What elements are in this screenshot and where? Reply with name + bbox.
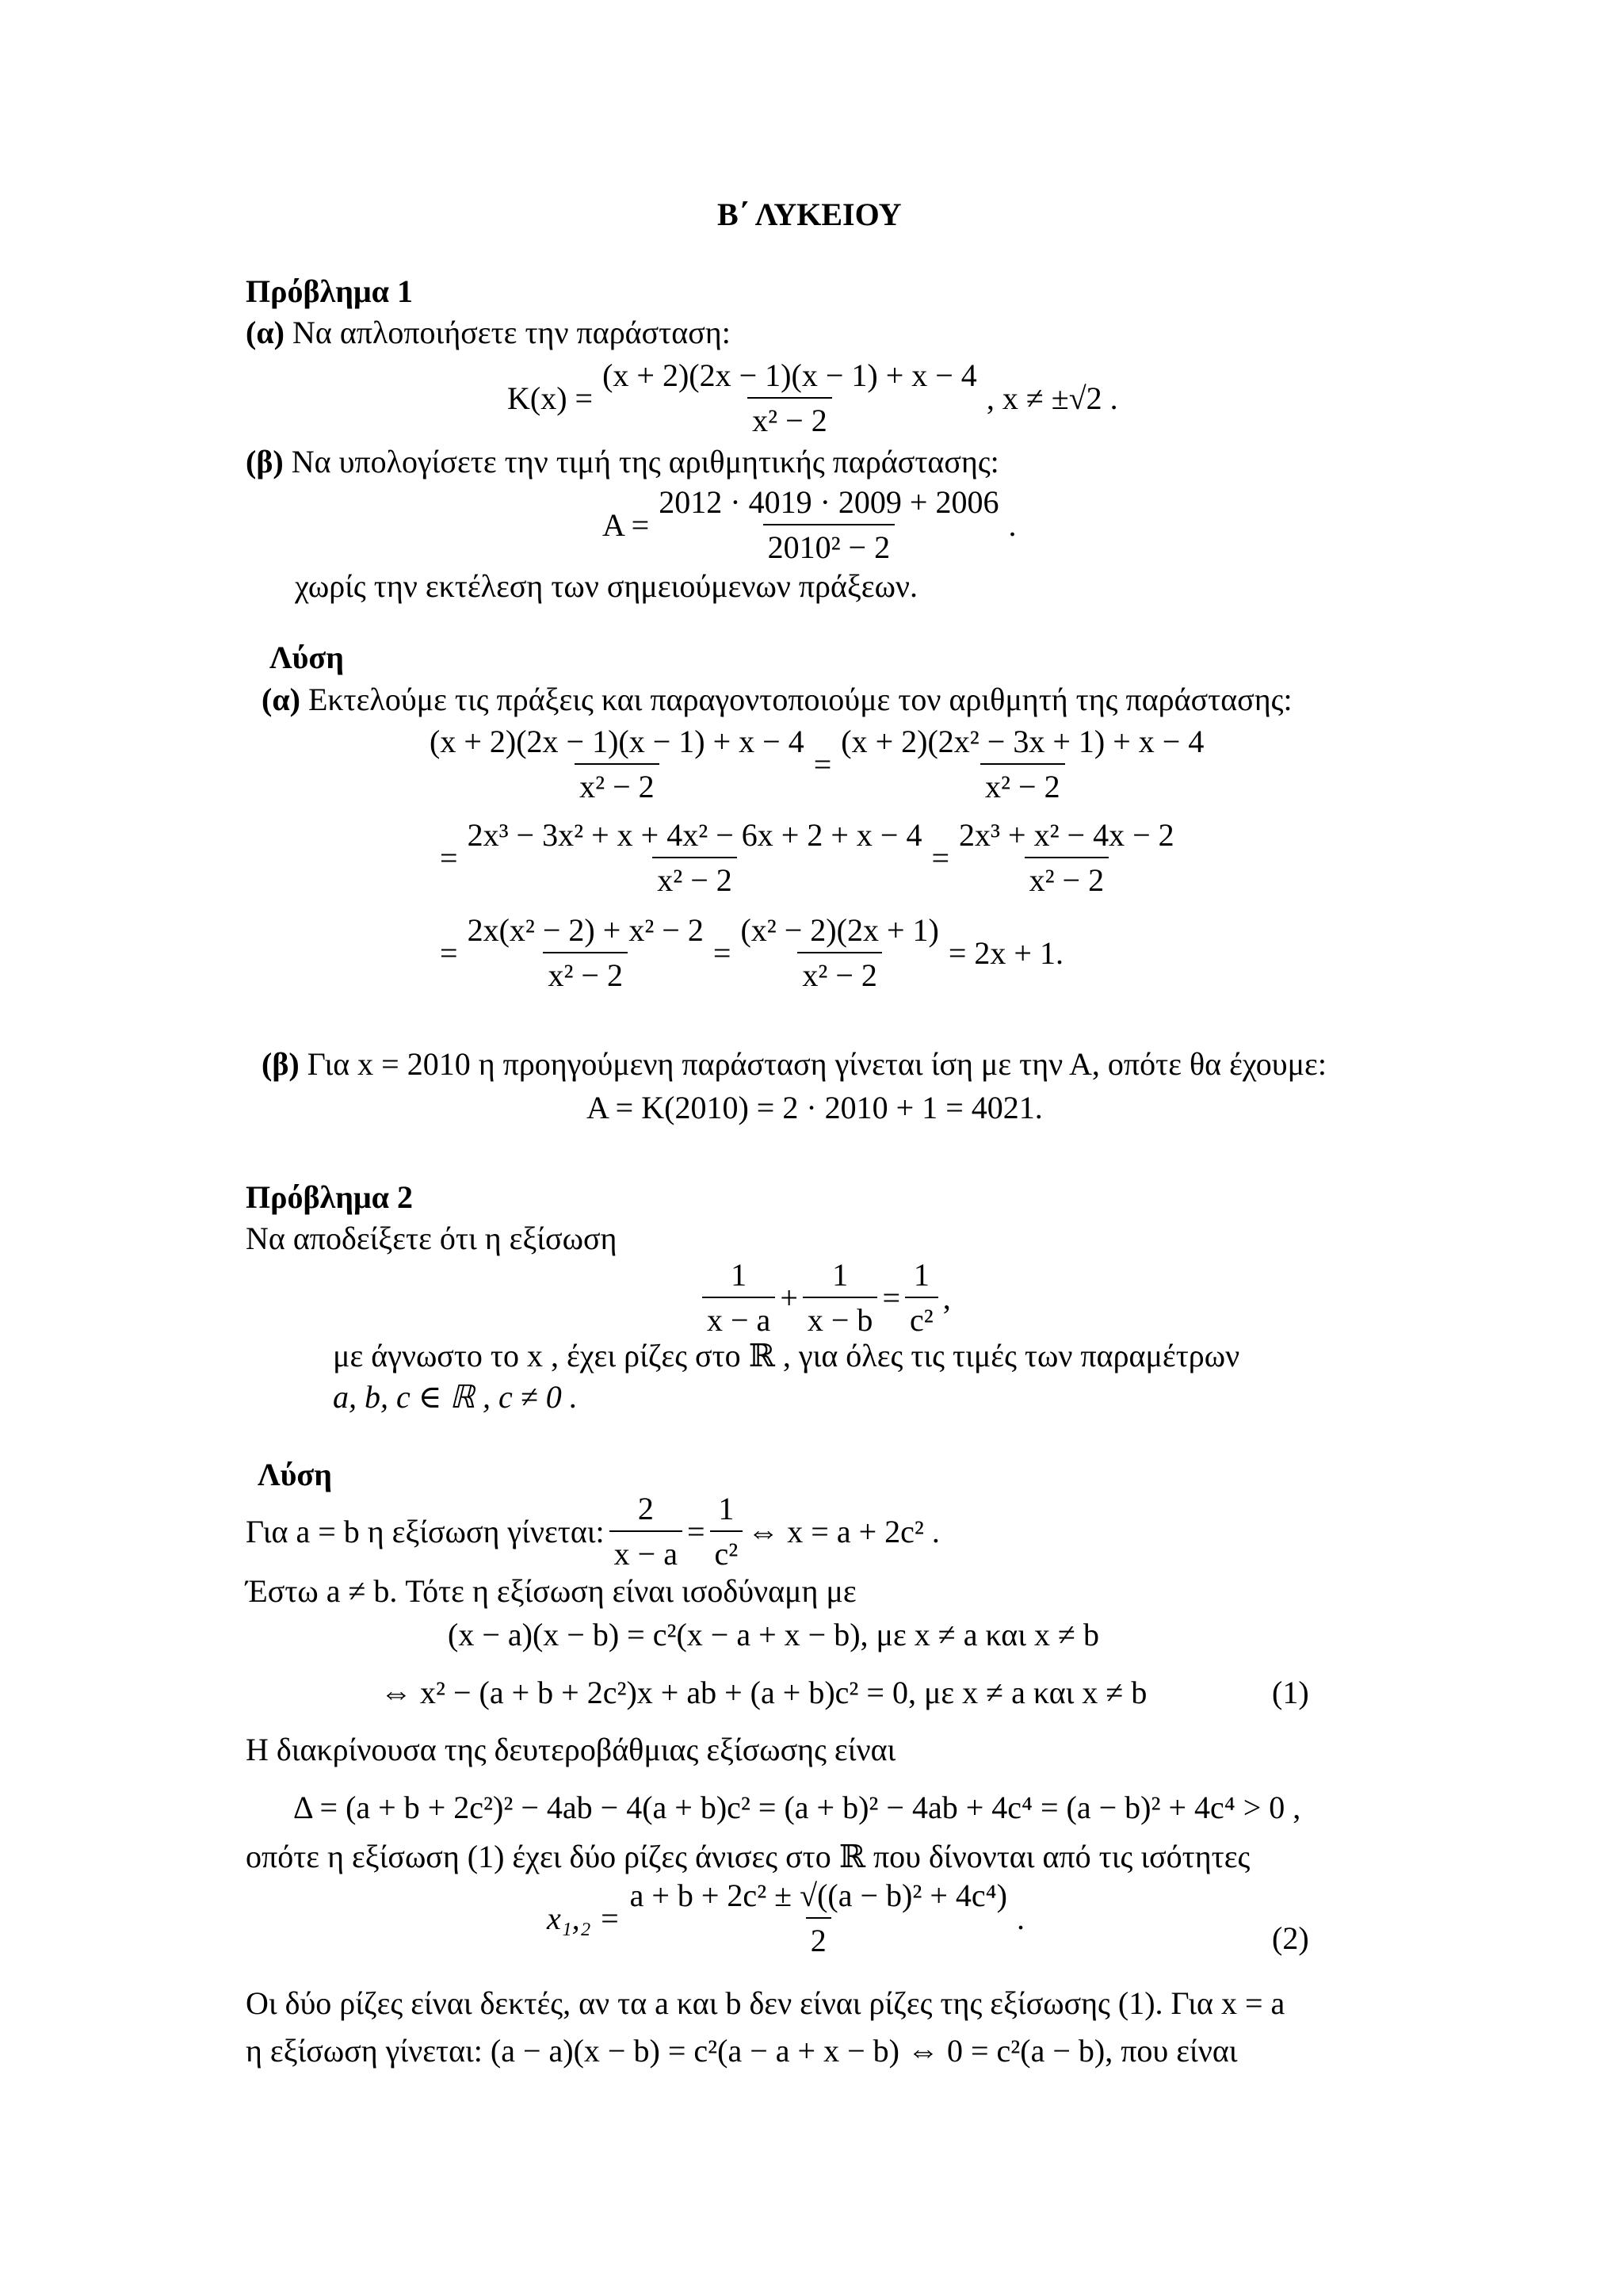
row2-numerator-2: 2x³ + x² − 4x − 2 [959,817,1174,853]
s2-l1-denominator-1: x − a [609,1530,682,1572]
p2-fraction-1 [702,1256,775,1339]
solution-1-heading: Λύση [269,640,344,675]
solution-row-3 [440,911,1064,994]
row1-numerator-1: (x + 2)(2x − 1)(x − 1) + x − 4 [430,724,804,759]
solution-2-line-7: οπότε η εξίσωση (1) έχει δύο ρίζες άνισες στο ℝ που δίνονται από τις ισότητες [246,1839,1251,1874]
solution-2-line-8 [547,1877,1025,1959]
row2-denominator-2: x² − 2 [1025,857,1109,899]
a-lhs: Α = [602,506,650,543]
solution-2-line-9: Οι δύο ρίζες είναι δεκτές, αν τα a και b δεν είναι ρίζες της εξίσωσης (1). Για x = a [246,1985,1285,2021]
part-b-text: Να υπολογίσετε την τιμή της αριθμητικής παράστασης: [291,444,999,479]
s2-l1-fraction-1 [609,1490,682,1572]
a-fraction [654,483,1003,566]
k-condition: , x ≠ ±√2 . [986,380,1118,416]
k-numerator: (x + 2)(2x − 1)(x − 1) + x − 4 [602,357,977,393]
p2-equation-end: , [942,1279,951,1316]
k-expression [507,357,1118,439]
p2-denominator-1: x − a [702,1297,775,1339]
s2-l1-denominator-2: c² [710,1530,743,1572]
solution-1-part-a [262,682,1293,718]
roots-fraction [625,1877,1012,1959]
row1-denominator-2: x² − 2 [980,763,1065,805]
roots-end: . [1016,1900,1025,1936]
row1-equals: = [813,746,832,782]
page-title: Β΄ ΛΥΚΕΙΟΥ [717,197,902,232]
solution-2-line-1 [246,1490,940,1572]
solution-a-text: Εκτελούμε τις πράξεις και παραγοντοποιούμε τον αριθμητή της παράστασης: [307,682,1293,717]
problem-1-heading: Πρόβλημα 1 [246,273,413,309]
solution-2-line-2: Έστω a ≠ b. Τότε η εξίσωση είναι ισοδύναμη με [246,1573,857,1609]
solution-row-1 [420,723,1213,805]
s2-l1-numerator-2: 1 [718,1491,735,1526]
solution-a-label: (α) [262,682,300,717]
p2-denominator-2: x − b [803,1297,878,1339]
solution-2-line-10: η εξίσωση γίνεται: (a − a)(x − b) = c²(a − a + x − b) ⇔ 0 = c²(a − b), που είναι [246,2033,1238,2069]
problem-2-line-2: με άγνωστο το x , έχει ρίζες στο ℝ , για όλες τις τιμές των παραμέτρων [333,1338,1240,1373]
s2-l1-pre: Για a = b η εξίσωση γίνεται: [246,1513,605,1549]
k-fraction [598,357,982,439]
a-numerator: 2012 · 4019 · 2009 + 2006 [659,484,999,520]
row3-equals-2: = [712,934,731,971]
part-b-label: (β) [246,444,284,479]
solution-b-label: (β) [262,1046,300,1082]
problem-1-part-b [246,444,999,480]
row2-fraction-1 [463,816,927,899]
roots-numerator: a + b + 2c² ± √((a − b)² + 4c⁴) [629,1878,1007,1913]
solution-1-part-b [262,1046,1327,1083]
problem-2-equation [697,1256,951,1339]
s2-l1-numerator-1: 2 [637,1491,654,1526]
row1-denominator-1: x² − 2 [575,763,659,805]
a-denominator: 2010² − 2 [763,524,896,566]
solution-2-line-4: ⇔ x² − (a + b + 2c²)x + ab + (a + b)c² = 0, με x ≠ a και x ≠ b [380,1675,1148,1710]
k-denominator: x² − 2 [747,397,832,439]
problem-2-heading: Πρόβλημα 2 [246,1179,413,1215]
p2-numerator-1: 1 [731,1257,747,1293]
a-expression [602,483,1016,566]
solution-row-2 [440,816,1184,899]
row3-result: = 2x + 1. [948,934,1064,971]
solution-2-line-6: Δ = (a + b + 2c²)² − 4ab − 4(a + b)c² = (a + b)² − 4ab + 4c⁴ = (a − b)² + 4c⁴ > 0 , [293,1790,1301,1825]
p2-denominator-3: c² [905,1297,938,1339]
p2-fraction-3 [905,1256,938,1339]
solution-2-line-5: Η διακρίνουσα της δευτεροβάθμιας εξίσωσης είναι [246,1732,896,1767]
row2-equals-1: = [440,839,458,876]
row3-denominator-1: x² − 2 [543,952,628,994]
problem-2-text: Να αποδείξετε ότι η εξίσωση [246,1221,617,1256]
row1-numerator-2: (x + 2)(2x² − 3x + 1) + x − 4 [841,724,1205,759]
row2-equals-2: = [931,839,950,876]
equation-tag-1: (1) [1272,1675,1309,1710]
solution-2-heading: Λύση [258,1457,332,1492]
row3-numerator-1: 2x(x² − 2) + x² − 2 [467,912,704,948]
problem-1-part-a [246,315,731,351]
row1-fraction-2 [836,723,1209,805]
problem-2-line-3: a, b, c ∈ ℝ , c ≠ 0 . [333,1379,578,1415]
row3-numerator-2: (x² − 2)(2x + 1) [740,912,939,948]
row2-numerator-1: 2x³ − 3x² + x + 4x² − 6x + 2 + x − 4 [467,817,922,853]
row3-fraction-1 [463,911,708,994]
p2-plus: + [780,1279,798,1316]
row2-denominator-1: x² − 2 [652,857,737,899]
problem-1-note: χωρίς την εκτέλεση των σημειούμενων πράξεων. [295,568,918,604]
roots-denominator: 2 [806,1917,831,1959]
row3-denominator-2: x² − 2 [797,952,882,994]
part-a-label: (α) [246,315,285,350]
row3-fraction-2 [735,911,943,994]
part-a-text: Να απλοποιήσετε την παράσταση: [292,315,731,350]
row2-fraction-2 [954,816,1179,899]
s2-l1-post: ⇔ x = a + 2c² . [747,1513,940,1549]
s2-l1-equals: = [686,1513,705,1549]
row1-fraction-1 [425,723,809,805]
solution-1-b-equation: Α = Κ(2010) = 2 · 2010 + 1 = 4021. [586,1090,1043,1125]
s2-l1-fraction-2 [710,1490,743,1572]
equation-tag-2: (2) [1272,1920,1309,1956]
p2-numerator-3: 1 [913,1257,930,1293]
solution-b-text: Για x = 2010 η προηγούμενη παράσταση γίνεται ίση με την Α, οπότε θα έχουμε: [307,1046,1327,1082]
row3-equals-1: = [440,934,458,971]
p2-fraction-2 [803,1256,878,1339]
roots-lhs: x₁,₂ = [547,1900,621,1936]
p2-numerator-2: 1 [832,1257,849,1293]
k-lhs: Κ(x) = [507,380,594,416]
solution-2-line-3: (x − a)(x − b) = c²(x − a + x − b), με x ≠ a και x ≠ b [448,1617,1099,1652]
p2-equals: = [882,1279,900,1316]
a-end: . [1008,506,1017,543]
